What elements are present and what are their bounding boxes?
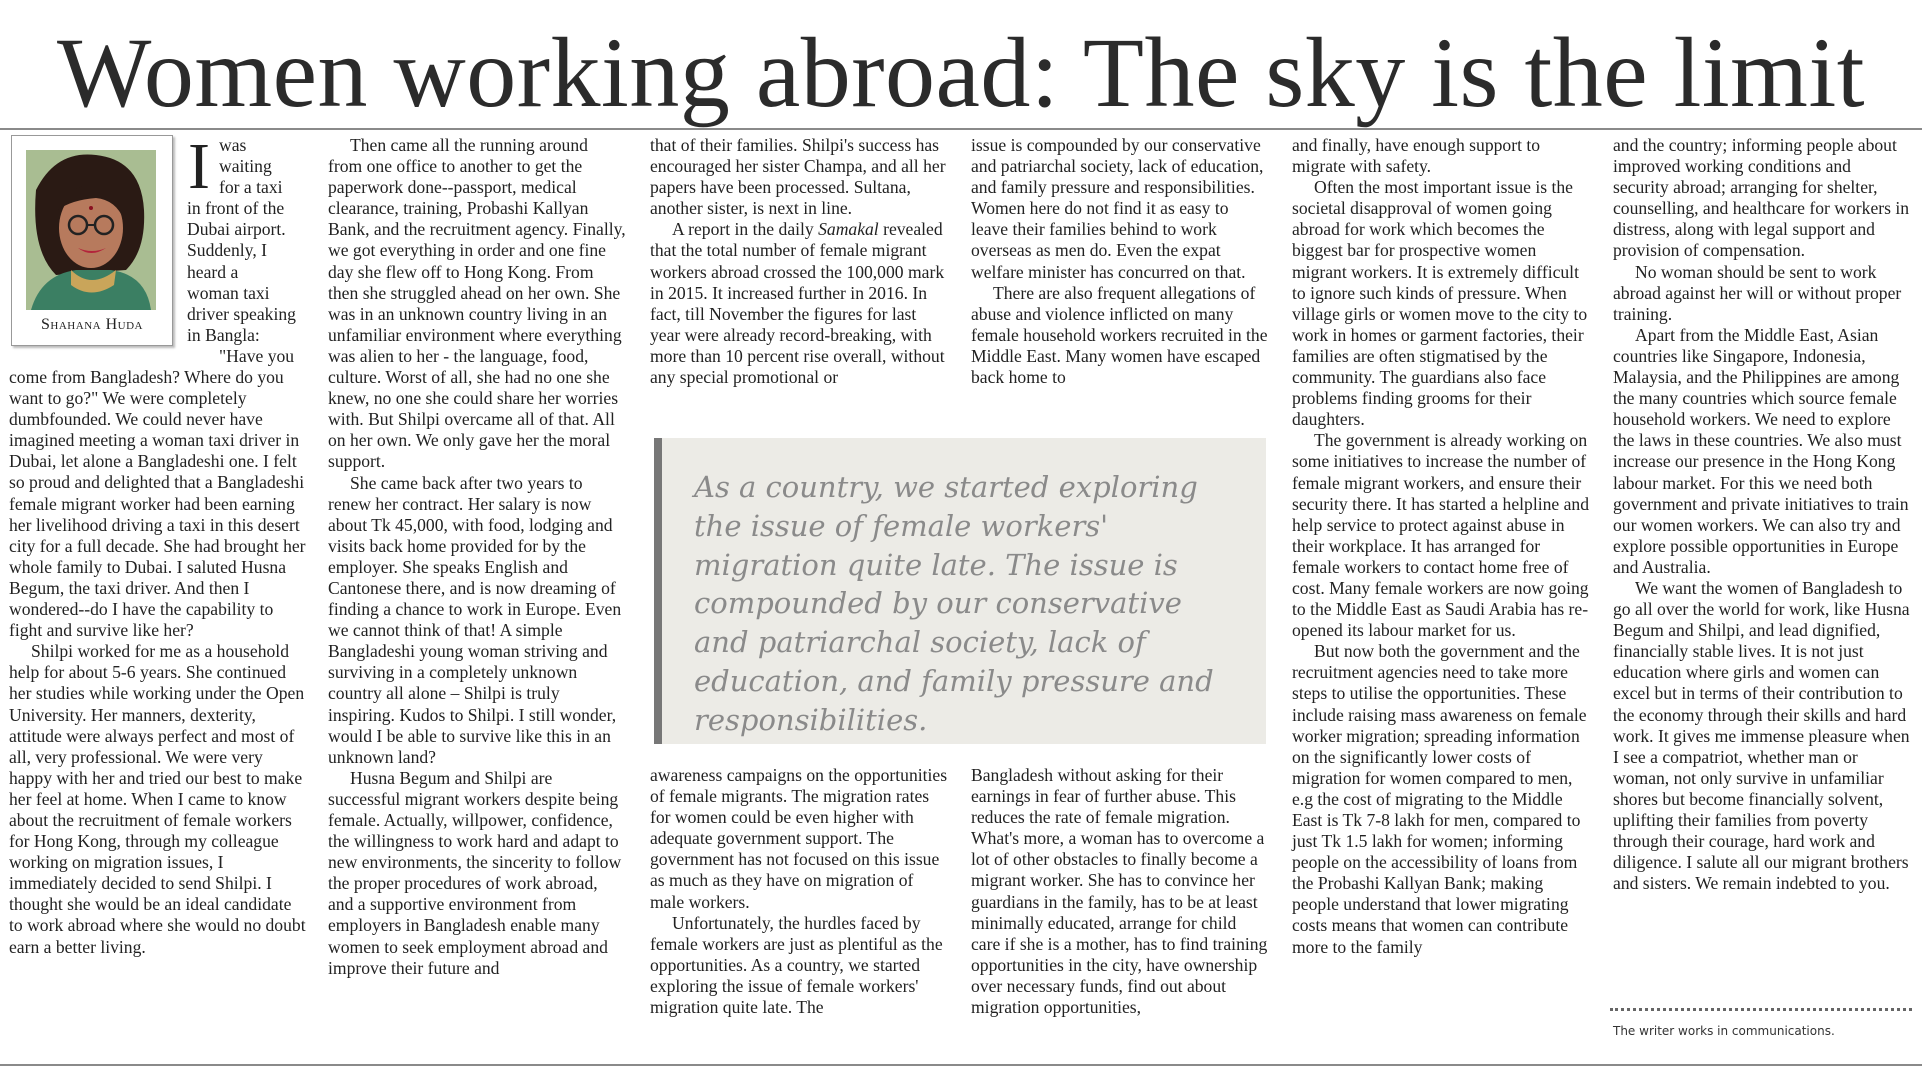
paragraph: Then came all the running around from one office to another to get the paperwork done--passport, medical clearance, training, Probashi Kallyan Bank, and the recruitment agency. Finally, we got everything in order and one fine day she flew off to Hong Kong. From then she struggled ahead on her own. She was in an unknown country living in an unfamiliar environment where everything was alien to her - the language, food, culture. Worst of all, she had no one she knew, no one she could share her worries with. But Shilpi overcame all of that. All on her own. We only gave her the moral support.: [328, 135, 626, 472]
paragraph: We want the women of Bangladesh to go all over the world for work, like Husna Begum and Shilpi, and lead dignified, financially stable lives. It is not just education where girls and women can excel but in terms of their contribution to the economy through their skills and hard work. It gives me immense pleasure when I see a compatriot, whether man or woman, not only survive in unfamiliar shores but become financially solvent, uplifting their families from poverty through their courage, hard work and diligence. I salute all our migrant brothers and sisters. We remain indebted to you.: [1613, 577, 1910, 894]
column-4-bottom: [971, 765, 1269, 1018]
wrap-line: Suddenly, I: [187, 240, 267, 261]
wrap-line: in front of the: [187, 198, 285, 219]
text-run: revealed that the total number of female migrant workers abroad crossed the 100,000 mark in 2015. It increased further in 2016. In fact, till November the figures for last year were already record-breaking, with more than 10 percent rise overall, without any special promotional or: [650, 219, 945, 388]
headline: Women working abroad: The sky is the limit: [56, 17, 1866, 128]
paragraph: Unfortunately, the hurdles faced by female workers are just as plentiful as the opportunities. As a country, we started exploring the issue of female workers' migration quite late. The: [650, 912, 943, 1018]
paragraph: that of their families. Shilpi's success has encouraged her sister Champa, and all her papers have been processed. Sultana, another sister, is next in line.: [650, 135, 946, 219]
wrap-line: driver speaking: [187, 303, 296, 324]
bottom-rule: [0, 1064, 1922, 1066]
paragraph: come from Bangladesh? Where do you want to go?" We were completely dumbfounded. We could never have imagined meeting a woman taxi driver in Dubai, let alone a Bangladeshi one. I felt so proud and delighted that a Bangladeshi female migrant worker had been earning her livelihood driving a taxi in this desert city for a full decade. She had brought her whole family to Dubai. I saluted Husna Begum, the taxi driver. And then I wondered--do I have the capability to fight and survive like her?: [9, 367, 306, 641]
column-4-top: [971, 135, 1269, 388]
author-byline: Shahana Huda: [41, 316, 143, 333]
paragraph: No woman should be sent to work abroad against her will or without proper training.: [1613, 261, 1902, 324]
paragraph: [650, 219, 948, 388]
paragraph: Bangladesh without asking for their earnings in fear of further abuse. This reduces the rate of female migration. What's more, a woman has to overcome a lot of other obstacles to finally become a migrant worker. She has to convince her guardians in the family, has to be at least minimally educated, arrange for child care if she is a mother, has to find training opportunities in the city, have ownership over necessary funds, find out about migration opportunities,: [971, 765, 1268, 1018]
top-rule: [0, 128, 1922, 130]
paragraph: and finally, have enough support to migrate with safety.: [1292, 135, 1541, 177]
wrap-line: heard a: [187, 261, 239, 282]
wrap-line: Dubai airport.: [187, 219, 286, 240]
wrap-line: woman taxi: [187, 282, 270, 303]
wrap-line: in Bangla:: [187, 324, 260, 345]
wrap-line: was: [219, 135, 247, 155]
paragraph: Often the most important issue is the societal disapproval of women going abroad for work which becomes the biggest bar for prospective women migrant workers. It is extremely difficult to ignore such kinds of pressure. When village girls or women move to the city to work in homes or garment factories, their families are often stigmatised by the community. The guardians also face problems finding grooms for their daughters.: [1292, 177, 1588, 430]
paragraph: Husna Begum and Shilpi are successful migrant workers despite being female. Actually, willpower, confidence, the willingness to work hard and adapt to new environments, the sincerity to follow the proper procedures of work abroad, and a supportive environment from employers in Bangladesh enable many women to seek employment abroad and improve their future and: [328, 767, 622, 978]
paragraph: Shilpi worked for me as a household help for about 5-6 years. She continued her studies while working under the Open University. Her manners, dexterity, attitude were always perfect and most of all, very professional. We were very happy with her and tried our best to make her feel at home. When I came to know about the recruitment of female workers for Hong Kong, through my colleague working on migration issues, I immediately decided to send Shilpi. I thought she would be an ideal candidate to work abroad where she would no doubt earn a better living.: [9, 641, 306, 957]
drop-cap: I: [188, 130, 210, 203]
author-portrait-image: [26, 150, 156, 310]
author-photo: [26, 150, 156, 310]
column-2: [328, 135, 626, 979]
wrap-line: waiting: [219, 156, 272, 177]
paragraph: There are also frequent allegations of abuse and violence inflicted on many female household workers recruited in the Middle East. Many women have escaped back home to: [971, 282, 1268, 388]
column-5: [1292, 135, 1590, 958]
newspaper-name: Samakal: [818, 219, 879, 240]
paragraph: Apart from the Middle East, Asian countries like Singapore, Indonesia, Malaysia, and the Philippines are among the many countries which source female household workers. We need to explore the laws in these countries. We also must increase our presence in the Hong Kong labour market. For this we need both government and private initiatives to train our women workers. We can also try and explore possible opportunities in Europe and Australia.: [1613, 324, 1909, 577]
wrap-line: "Have you: [219, 345, 295, 366]
text-run: A report in the daily: [672, 219, 819, 240]
column-3-bottom: [650, 765, 948, 1018]
column-3-top: [650, 135, 948, 388]
paragraph: issue is compounded by our conservative and patriarchal society, lack of education, and family pressure and responsibilities. Women here do not find it as easy to leave their families behind to work overseas as men do. Even the expat welfare minister has concurred on that.: [971, 135, 1264, 282]
column-1-wrap: [187, 130, 307, 367]
writer-credit: The writer works in communications.: [1613, 1024, 1835, 1038]
paragraph: The government is already working on some initiatives to increase the number of female migrant workers, and ensure their security there. It has started a helpline and help service to protect against abuse in their workplace. It has arranged for female workers to contact home free of cost. Many female workers are now going to the Middle East as Saudi Arabia has re-opened its labour market for us.: [1292, 430, 1590, 641]
paragraph: awareness campaigns on the opportunities of female migrants. The migration rates for women could be even higher with adequate government support. The government has not focused on this issue as much as they have on migration of male workers.: [650, 765, 948, 912]
paragraph: She came back after two years to renew her contract. Her salary is now about Tk 45,000, with food, lodging and visits back home provided for by the employer. She speaks English and Cantonese there, and is now dreaming of finding a chance to work in Europe. Even we cannot think of that! A simple Bangladeshi young woman striving and surviving in a completely unknown country all alone – Shilpi is truly inspiring. Kudos to Shilpi. I still wonder, would I be able to survive like this in an unknown land?: [328, 472, 622, 767]
pull-quote: [654, 438, 1266, 744]
pull-quote-text: As a country, we started exploring the issue of female workers' migration quite late. The issue is compounded by our conservative and patriarchal society, lack of education, and family pressure and responsibilities.: [694, 470, 1214, 737]
paragraph: and the country; informing people about improved working conditions and security abroad; arranging for shelter, counselling, and healthcare for workers in distress, along with legal support and provision of compensation.: [1613, 135, 1910, 261]
dotted-divider: [1610, 1008, 1912, 1011]
pull-quote-bar: [654, 438, 662, 744]
author-photo-box: [11, 135, 173, 346]
paragraph: But now both the government and the recruitment agencies need to take more steps to utilise the opportunities. These include raising mass awareness on female worker migration; spreading information on the significantly lower costs of migration for women compared to men, e.g the cost of migrating to the Middle East is Tk 7-8 lakh for men, compared to just Tk 1.5 lakh for women; informing people on the accessibility of loans from the Probashi Kallyan Bank; making people understand that lower migrating costs means that women can contribute more to the family: [1292, 641, 1587, 957]
wrap-line: for a taxi: [219, 177, 283, 198]
column-6: [1613, 135, 1911, 894]
column-1: [9, 367, 307, 958]
